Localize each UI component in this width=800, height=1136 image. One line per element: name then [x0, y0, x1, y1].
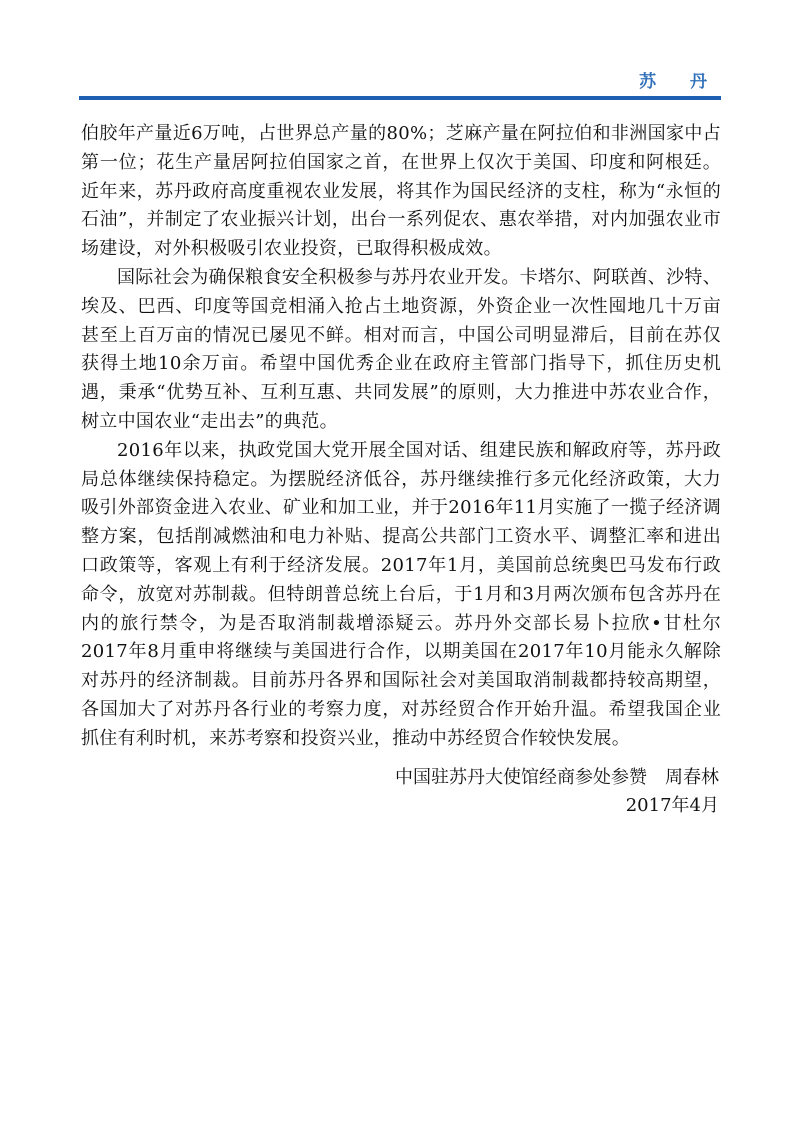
paragraph-3: 2016年以来，执政党国大党开展全国对话、组建民族和解政府等，苏丹政局总体继续保持稳定。为摆脱经济低谷，苏丹继续推行多元化经济政策，大力吸引外部资金进入农业、矿业和加工业，并于2016年11月实施了一揽子经济调整方案，包括削减燃油和电力补贴、提高公共部门工资水平、调整汇率和进出口政策等，客观上有利于经济发展。2017年1月，美国前总统奥巴马发布行政命令，放宽对苏制裁。但特朗普总统上台后，于1月和3月两次颁布包含苏丹在内的旅行禁令，为是否取消制裁增添疑云。苏丹外交部长易卜拉欣•甘杜尔2017年8月重申将继续与美国进行合作，以期美国在2017年10月能永久解除对苏丹的经济制裁。目前苏丹各界和国际社会对美国取消制裁都持较高期望，各国加大了对苏丹各行业的考察力度，对苏经贸合作开始升温。希望我国企业抓住有利时机，来苏考察和投资兴业，推动中苏经贸合作较快发展。 [81, 439, 721, 749]
page-header [79, 64, 721, 104]
running-title: 苏 丹 [639, 72, 721, 92]
signature-date: 2017年4月 [625, 795, 719, 816]
body-text [81, 120, 721, 754]
paragraph-1: 伯胶年产量近6万吨，占世界总产量的80%；芝麻产量在阿拉伯和非洲国家中占第一位；花生产量居阿拉伯国家之首，在世界上仅次于美国、印度和阿根廷。近年来，苏丹政府高度重视农业发展，将其作为国民经济的支柱，称为“永恒的石油”，并制定了农业振兴计划，出台一系列促农、惠农举措，对内加强农业市场建设，对外积极吸引农业投资，已取得积极成效。 [81, 123, 721, 260]
paragraph-2: 国际社会为确保粮食安全积极参与苏丹农业开发。卡塔尔、阿联酋、沙特、埃及、巴西、印度等国竞相涌入抢占土地资源，外资企业一次性囤地几十万亩甚至上百万亩的情况已屡见不鲜。相对而言，中国公司明显滞后，目前在苏仅获得土地10余万亩。希望中国优秀企业在政府主管部门指导下，抓住历史机遇，秉承“优势互补、互利互惠、共同发展”的原则，大力推进中苏农业合作，树立中国农业“走出去”的典范。 [81, 266, 721, 432]
author-line: 中国驻苏丹大使馆经商参处参赞 周春林 [395, 767, 719, 788]
signature-block [81, 764, 719, 820]
header-rule [79, 96, 721, 100]
